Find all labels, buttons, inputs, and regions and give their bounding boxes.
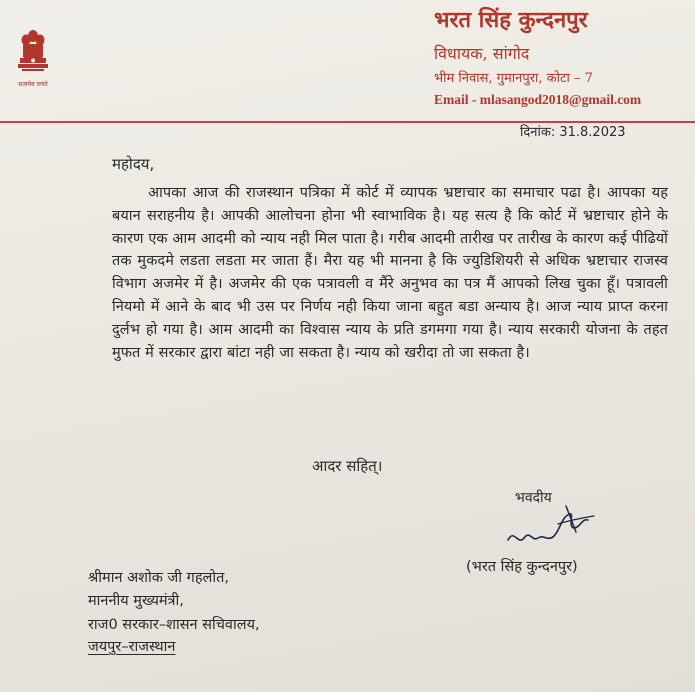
salutation: महोदय,	[112, 155, 155, 173]
valediction: भवदीय	[515, 490, 552, 506]
handwritten-signature	[498, 498, 608, 558]
letterhead-address: भीम निवास, गुमानपुरा, कोटा – 7	[434, 71, 593, 86]
letterhead-name: भरत सिंह कुन्दनपुर	[434, 7, 588, 33]
recipient-name: श्रीमान अशोक जी गहलोत,	[88, 570, 229, 586]
letter-date: दिनांक: 31.8.2023	[520, 125, 626, 140]
letterhead-designation: विधायक, सांगोद	[434, 44, 530, 63]
signatory-name: (भरत सिंह कुन्दनपुर)	[466, 559, 578, 575]
letter-body: आपका आज की राजस्थान पत्रिका में कोर्ट में व्यापक भ्रष्टाचार का समाचार पढा है। आपका यह बयान सराहनीय है। आपकी आलोचना होना भी स्वाभाविक है। यह सत्य है कि कोर्ट में भ्रष्टाचार होने के कारण एक आम आदमी को न्याय नही मिल पाता है। गरीब आदमी तारीख पर तारीख के कारण कई पीढियों तक मुकदमे लडता लडता मर जाता हैं। मैरा यह भी मानना है कि ज्युडिशियरी से अधिक भ्रष्टाचार राजस्व विभाग अजमेर में है। अजमेर की एक पत्रावली व मैंरे अनुभव का पत्र मैं आपको लिख चुका हूँ। पत्रावली नियमो में आने के बाद भी उस पर निर्णय नही किया जाना बहुत बडा अन्याय है। आज न्याय प्राप्त करना दुर्लभ हो गया है। आम आदमी का विश्वास न्याय के प्रति डगमगा गया है। न्याय सरकारी योजना के तहत मुफत में सरकार द्वारा बांटा नही जा सकता है। न्याय को खरीदा तो जा सकता है।	[112, 185, 669, 361]
closing-phrase: आदर सहित्।	[312, 457, 383, 475]
recipient-office: राज0 सरकार–शासन सचिवालय,	[88, 617, 260, 633]
state-emblem-icon	[14, 26, 52, 92]
recipient-city: जयपुर–राजस्थान	[88, 639, 176, 655]
emblem-motto: सत्यमेव जयते	[18, 81, 48, 88]
letterhead-email: Email - mlasangod2018@gmail.com	[434, 92, 642, 107]
recipient-designation: माननीय मुख्यमंत्री,	[88, 593, 184, 609]
